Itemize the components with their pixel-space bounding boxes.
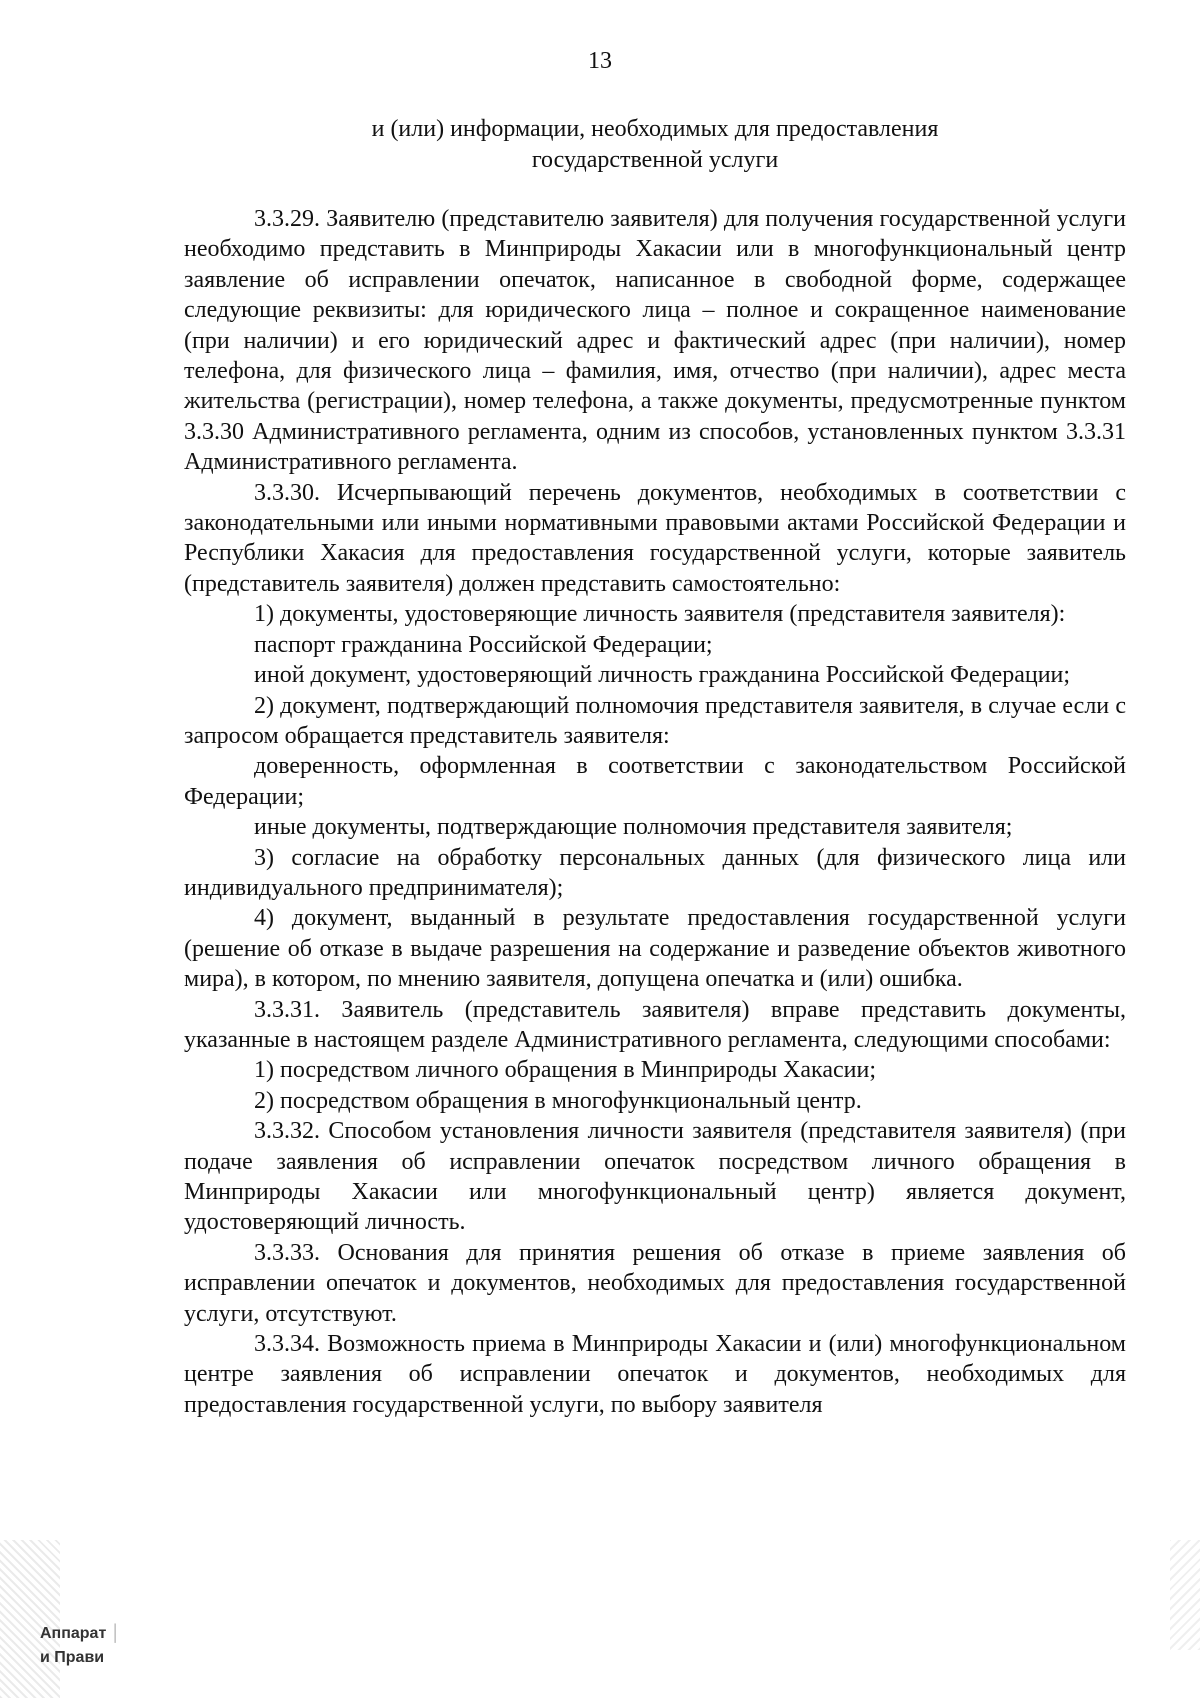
list-item-other-authority-documents: иные документы, подтверждающие полномочия представителя заявителя; — [254, 814, 1013, 841]
list-item-authority-document: 2) документ, подтверждающий полномочия представителя заявителя, в случае если с запросом обращается представитель заявителя: — [184, 692, 1126, 749]
paragraph-3-3-34: 3.3.34. Возможность приема в Минприроды Хакасии и (или) многофункциональном центре заявления об исправлении опечаток и документов, необходимых для предоставления государственной услуги, по выбору заявителя — [184, 1331, 1126, 1418]
paragraph-3-3-31: 3.3.31. Заявитель (представитель заявителя) вправе представить документы, указанные в настоящем разделе Административного регламента, следующими способами: — [184, 996, 1126, 1053]
list-item-mfc-visit: 2) посредством обращения в многофункциональный центр. — [254, 1087, 862, 1114]
list-item-power-of-attorney: доверенность, оформленная в соответствии с законодательством Российской Федерации; — [184, 753, 1126, 810]
list-item-personal-visit: 1) посредством личного обращения в Минприроды Хакасии; — [254, 1057, 877, 1084]
list-item-personal-data-consent: 3) согласие на обработку персональных данных (для физического лица или индивидуального предпринимателя); — [184, 844, 1126, 901]
list-item-identity-documents: 1) документы, удостоверяющие личность заявителя (представителя заявителя): — [254, 601, 1066, 628]
list-item-issued-document: 4) документ, выданный в результате предоставления государственной услуги (решение об отказе в выдаче разрешения на содержание и разведение объектов животного мира), в котором, по мнению заявителя, допущена опечатка и (или) ошибка. — [184, 905, 1126, 993]
document-body — [184, 204, 1126, 1420]
paragraph-3-3-29: 3.3.29. Заявителю (представителю заявителя) для получения государственной услуги необходимо представить в Минприроды Хакасии или в многофункциональный центр заявление об исправлении опечаток, написанное в свободной форме, содержащее следующие реквизиты: для юридического лица – полное и сокращенное наименование (при наличии) и его юридический адрес и фактический адрес (при наличии), номер телефона, для физического лица – фамилия, имя, отчество (при наличии), адрес места жительства (регистрации), номер телефона, а также документы, предусмотренные пунктом 3.3.30 Административного регламента, одним из способов, установленных пунктом 3.3.31 Административного регламента. — [184, 206, 1126, 476]
list-item-passport: паспорт гражданина Российской Федерации; — [254, 631, 713, 658]
page-number: 13 — [588, 48, 612, 74]
scan-edge-artifact — [0, 1540, 60, 1698]
paragraph-3-3-30: 3.3.30. Исчерпывающий перечень документов, необходимых в соответствии с законодательными или иными нормативными правовыми актами Российской Федерации и Республики Хакасия для предоставления государственной услуги, которые заявитель (представитель заявителя) должен представить самостоятельно: — [184, 479, 1126, 597]
list-item-other-identity-document: иной документ, удостоверяющий личность гражданина Российской Федерации; — [254, 662, 1071, 689]
section-heading-line-1: и (или) информации, необходимых для предоставления — [371, 116, 939, 142]
section-heading — [184, 114, 1126, 176]
stamp-line-2: и Прави — [40, 1649, 105, 1666]
paragraph-3-3-32: 3.3.32. Способом установления личности заявителя (представителя заявителя) (при подаче заявления об исправлении опечаток посредством личного обращения в Минприроды Хакасии или многофункциональный центр) является документ, удостоверяющий личность. — [184, 1118, 1126, 1236]
scan-edge-artifact-right — [1170, 1540, 1200, 1650]
registry-stamp — [40, 1622, 121, 1670]
section-heading-line-2: государственной услуги — [531, 147, 779, 173]
stamp-line-1: Аппарат │ — [40, 1625, 121, 1642]
paragraph-3-3-33: 3.3.33. Основания для принятия решения об отказе в приеме заявления об исправлении опечаток и документов, необходимых для предоставления государственной услуги, отсутствуют. — [184, 1239, 1126, 1327]
